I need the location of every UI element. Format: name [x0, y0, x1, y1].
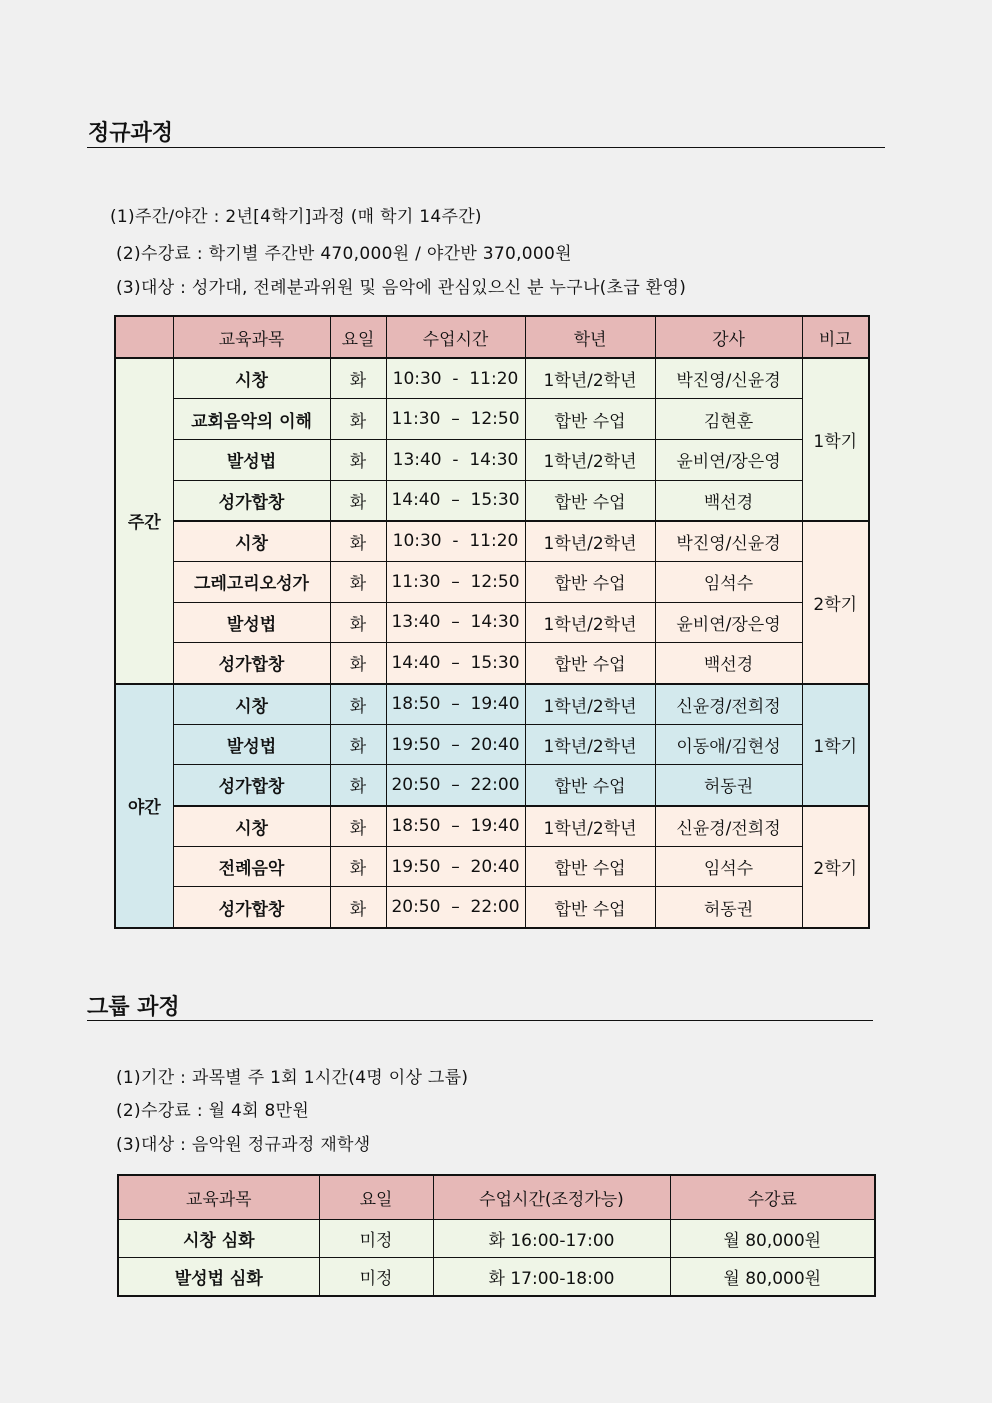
subject-cell: 성가합창 — [173, 887, 330, 928]
table-row — [115, 480, 869, 521]
time-cell: 19:50 – 20:40 — [386, 846, 525, 887]
subject-cell: 성가합창 — [173, 765, 330, 806]
header-fee: 수강료 — [670, 1175, 875, 1219]
time-cell: 11:30 – 12:50 — [386, 561, 525, 602]
day-cell: 화 — [330, 806, 386, 847]
day-cell: 화 — [330, 724, 386, 765]
grade-cell: 합반 수업 — [525, 643, 655, 684]
time-cell: 13:40 – 14:30 — [386, 602, 525, 643]
table-header-row — [118, 1175, 875, 1219]
table-row — [118, 1258, 875, 1297]
note-cell: 2학기 — [802, 521, 869, 684]
teacher-cell: 박진영/신윤경 — [655, 358, 802, 399]
table-row — [118, 1219, 875, 1258]
note-cell: 2학기 — [802, 806, 869, 928]
header-time: 수업시간 — [386, 316, 525, 358]
teacher-cell: 신윤경/전희정 — [655, 806, 802, 847]
grade-cell: 합반 수업 — [525, 765, 655, 806]
grade-cell: 1학년/2학년 — [525, 806, 655, 847]
grade-cell: 1학년/2학년 — [525, 602, 655, 643]
time-cell: 19:50 – 20:40 — [386, 724, 525, 765]
subject-cell: 시창 — [173, 521, 330, 562]
day-cell: 화 — [330, 602, 386, 643]
grade-cell: 1학년/2학년 — [525, 439, 655, 480]
table-row — [115, 765, 869, 806]
subject-cell: 성가합창 — [173, 643, 330, 684]
teacher-cell: 임석수 — [655, 846, 802, 887]
time-cell: 20:50 – 22:00 — [386, 765, 525, 806]
teacher-cell: 윤비연/장은영 — [655, 439, 802, 480]
subject-cell: 시창 — [173, 684, 330, 725]
subject-cell: 발성법 심화 — [118, 1258, 319, 1297]
table-header-row — [115, 316, 869, 358]
time-cell: 11:30 – 12:50 — [386, 399, 525, 440]
regular-course-title: 정규과정 — [88, 121, 174, 146]
header-cell-blank — [115, 316, 173, 358]
time-cell: 14:40 – 15:30 — [386, 480, 525, 521]
time-cell: 화 16:00-17:00 — [433, 1219, 670, 1258]
header-teacher: 강사 — [655, 316, 802, 358]
group-schedule-table — [117, 1174, 876, 1297]
teacher-cell: 신윤경/전희정 — [655, 684, 802, 725]
time-cell: 10:30 - 11:20 — [386, 358, 525, 399]
grade-cell: 합반 수업 — [525, 399, 655, 440]
time-cell: 10:30 - 11:20 — [386, 521, 525, 562]
table-row — [115, 806, 869, 847]
teacher-cell: 백선경 — [655, 480, 802, 521]
grade-cell: 합반 수업 — [525, 480, 655, 521]
regular-schedule-table — [114, 315, 870, 929]
regular-title-rule — [87, 147, 885, 148]
group-info-target: (3)대상 : 음악원 정규과정 재학생 — [116, 1135, 371, 1155]
table-row — [115, 643, 869, 684]
header-subject: 교육과목 — [118, 1175, 319, 1219]
grade-cell: 합반 수업 — [525, 561, 655, 602]
grade-cell: 합반 수업 — [525, 887, 655, 928]
day-cell: 화 — [330, 439, 386, 480]
teacher-cell: 윤비연/장은영 — [655, 602, 802, 643]
grade-cell: 1학년/2학년 — [525, 358, 655, 399]
fee-cell: 월 80,000원 — [670, 1219, 875, 1258]
subject-cell: 시창 — [173, 358, 330, 399]
teacher-cell: 이동애/김현성 — [655, 724, 802, 765]
day-cell: 미정 — [319, 1219, 433, 1258]
header-grade: 학년 — [525, 316, 655, 358]
table-row — [115, 602, 869, 643]
day-cell: 화 — [330, 561, 386, 602]
header-subject: 교육과목 — [173, 316, 330, 358]
teacher-cell: 허동권 — [655, 887, 802, 928]
note-cell: 1학기 — [802, 684, 869, 806]
time-cell: 화 17:00-18:00 — [433, 1258, 670, 1297]
table-row — [115, 521, 869, 562]
subject-cell: 성가합창 — [173, 480, 330, 521]
note-cell: 1학기 — [802, 358, 869, 521]
group-label-day: 주간 — [115, 358, 173, 684]
table-row — [115, 439, 869, 480]
group-info-period: (1)기간 : 과목별 주 1회 1시간(4명 이상 그룹) — [116, 1068, 469, 1088]
subject-cell: 시창 — [173, 806, 330, 847]
day-cell: 화 — [330, 765, 386, 806]
header-day: 요일 — [319, 1175, 433, 1219]
day-cell: 화 — [330, 480, 386, 521]
subject-cell: 시창 심화 — [118, 1219, 319, 1258]
subject-cell: 발성법 — [173, 724, 330, 765]
header-time: 수업시간(조정가능) — [433, 1175, 670, 1219]
grade-cell: 합반 수업 — [525, 846, 655, 887]
day-cell: 화 — [330, 521, 386, 562]
time-cell: 13:40 - 14:30 — [386, 439, 525, 480]
teacher-cell: 임석수 — [655, 561, 802, 602]
day-cell: 화 — [330, 846, 386, 887]
group-course-title: 그룹 과정 — [87, 995, 180, 1020]
subject-cell: 교회음악의 이해 — [173, 399, 330, 440]
table-row — [115, 887, 869, 928]
day-cell: 화 — [330, 684, 386, 725]
time-cell: 20:50 – 22:00 — [386, 887, 525, 928]
header-note: 비고 — [802, 316, 869, 358]
fee-cell: 월 80,000원 — [670, 1258, 875, 1297]
time-cell: 18:50 – 19:40 — [386, 806, 525, 847]
day-cell: 화 — [330, 643, 386, 684]
table-row — [115, 399, 869, 440]
subject-cell: 발성법 — [173, 602, 330, 643]
subject-cell: 전례음악 — [173, 846, 330, 887]
regular-info-fee: (2)수강료 : 학기별 주간반 470,000원 / 야간반 370,000원 — [116, 244, 572, 264]
day-cell: 화 — [330, 887, 386, 928]
day-cell: 미정 — [319, 1258, 433, 1297]
day-cell: 화 — [330, 399, 386, 440]
time-cell: 14:40 – 15:30 — [386, 643, 525, 684]
grade-cell: 1학년/2학년 — [525, 684, 655, 725]
teacher-cell: 백선경 — [655, 643, 802, 684]
time-cell: 18:50 – 19:40 — [386, 684, 525, 725]
grade-cell: 1학년/2학년 — [525, 521, 655, 562]
subject-cell: 그레고리오성가 — [173, 561, 330, 602]
group-info-fee: (2)수강료 : 월 4회 8만원 — [116, 1101, 310, 1121]
regular-info-period: (1)주간/야간 : 2년[4학기]과정 (매 학기 14주간) — [110, 207, 482, 227]
grade-cell: 1학년/2학년 — [525, 724, 655, 765]
table-row — [115, 724, 869, 765]
teacher-cell: 김현훈 — [655, 399, 802, 440]
table-row — [115, 684, 869, 725]
table-row — [115, 846, 869, 887]
table-row — [115, 561, 869, 602]
subject-cell: 발성법 — [173, 439, 330, 480]
teacher-cell: 박진영/신윤경 — [655, 521, 802, 562]
table-row — [115, 358, 869, 399]
day-cell: 화 — [330, 358, 386, 399]
group-label-night: 야간 — [115, 684, 173, 928]
group-title-rule — [87, 1020, 873, 1021]
teacher-cell: 허동권 — [655, 765, 802, 806]
regular-info-target: (3)대상 : 성가대, 전례분과위원 및 음악에 관심있으신 분 누구나(초급 환영) — [116, 278, 687, 298]
header-day: 요일 — [330, 316, 386, 358]
